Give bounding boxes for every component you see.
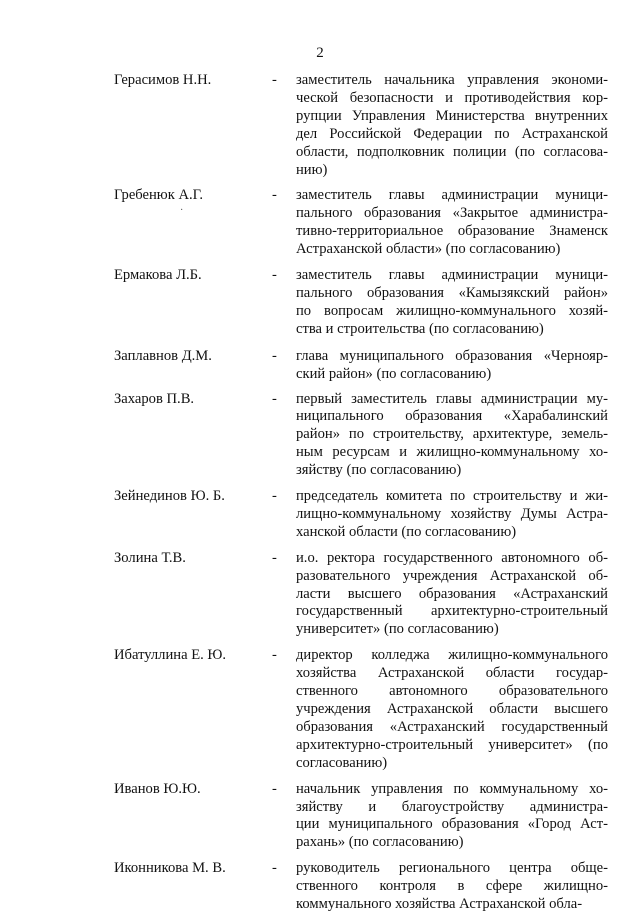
position-line: области, подполковник полиции (по согласова- xyxy=(296,143,608,160)
member-entry xyxy=(114,781,614,853)
member-name: Ибатуллина Е. Ю. xyxy=(114,647,227,664)
member-entry xyxy=(114,860,614,914)
position-line: ский район» (по согласованию) xyxy=(296,365,492,382)
position-line: разовательного учреждения Астраханской об- xyxy=(296,567,608,584)
entry-dash: - xyxy=(272,72,277,88)
member-entry xyxy=(114,187,614,259)
member-name: Захаров П.В. xyxy=(114,390,195,407)
position-line: ства и строительства (по согласованию) xyxy=(296,320,544,337)
entry-dash: - xyxy=(272,549,277,566)
position-line: рупции Управления Министерства внутренних xyxy=(296,107,608,124)
position-line: согласованию) xyxy=(296,754,388,771)
member-position xyxy=(296,860,608,914)
position-line: пального образования «Камызякский район» xyxy=(296,284,608,301)
position-line: зяйству и благоустройству администра- xyxy=(296,798,608,815)
member-list xyxy=(114,72,614,914)
position-line: директор колледжа жилищно-коммунального xyxy=(296,647,608,664)
position-line: архитектурно-строительный университет» (по xyxy=(296,736,608,753)
position-line: Астраханской области» (по согласованию) xyxy=(296,241,561,258)
position-line: университет» (по согласованию) xyxy=(296,621,499,638)
member-position xyxy=(296,488,608,542)
position-line: зяйству (по согласованию) xyxy=(296,462,462,479)
entry-dash: - xyxy=(272,390,277,407)
position-line: ции муниципального образования «Город Аст- xyxy=(296,816,608,833)
position-line: заместитель главы администрации муници- xyxy=(296,267,608,284)
member-position xyxy=(296,187,608,259)
scan-speck: · xyxy=(180,205,184,216)
position-line: ниципального образования «Харабалинский xyxy=(296,408,608,425)
member-entry xyxy=(114,391,614,481)
position-line: и.о. ректора государственного автономного об- xyxy=(296,549,608,566)
position-line: рахань» (по согласованию) xyxy=(296,834,464,851)
position-line: дел Российской Федерации по Астраханской xyxy=(296,125,608,142)
position-line: ханской области (по согласованию) xyxy=(296,523,517,540)
member-position xyxy=(296,550,608,640)
position-line: глава муниципального образования «Чернояр- xyxy=(296,347,608,364)
position-line: ственного автономного образовательного xyxy=(296,683,608,700)
position-line: район» по строительству, архитектуре, земель- xyxy=(296,426,608,443)
member-entry xyxy=(114,488,614,542)
member-entry xyxy=(114,267,614,339)
entry-dash: - xyxy=(272,860,277,877)
position-line: ласти высшего образования «Астраханский xyxy=(296,585,608,602)
position-line: заместитель начальника управления экономи- xyxy=(296,72,608,88)
page-number: 2 xyxy=(316,45,324,61)
position-line: государственный архитектурно-строительный xyxy=(296,603,608,620)
position-line: хозяйства Астраханской области государ- xyxy=(296,665,608,682)
member-position xyxy=(296,781,608,853)
member-position xyxy=(296,348,608,384)
position-line: нию) xyxy=(296,161,328,178)
member-name: Герасимов Н.Н. xyxy=(114,72,212,88)
position-line: тивно-территориальное образование Знаменск xyxy=(296,223,608,240)
member-position xyxy=(296,647,608,772)
member-name: Золина Т.В. xyxy=(114,549,186,566)
position-line: ческой безопасности и противодействия кор- xyxy=(296,89,608,106)
position-line: руководитель регионального центра обще- xyxy=(296,860,608,877)
entry-dash: - xyxy=(272,780,277,797)
entry-dash: - xyxy=(272,488,277,505)
position-line: председатель комитета по строительству и жи- xyxy=(296,488,608,505)
member-name: Зейнединов Ю. Б. xyxy=(114,488,225,505)
member-name: Иванов Ю.Ю. xyxy=(114,780,201,797)
member-name: Иконникова М. В. xyxy=(114,860,226,877)
position-line: ным ресурсам и жилищно-коммунальному хо- xyxy=(296,444,608,461)
position-line: первый заместитель главы администрации му- xyxy=(296,390,608,407)
position-line: начальник управления по коммунальному хо- xyxy=(296,780,608,797)
entry-dash: - xyxy=(272,187,277,204)
member-entry xyxy=(114,550,614,640)
position-line: учреждения Астраханской области высшего xyxy=(296,701,608,717)
member-name: Ермакова Л.Б. xyxy=(114,267,202,284)
member-position xyxy=(296,72,608,179)
member-entry xyxy=(114,647,614,772)
position-line: лищно-коммунальному хозяйству Думы Астра- xyxy=(296,505,608,522)
position-line: образования «Астраханский государственный xyxy=(296,718,608,735)
member-name: Заплавнов Д.М. xyxy=(114,347,212,364)
member-position xyxy=(296,391,608,481)
member-position xyxy=(296,267,608,339)
position-line: ственного контроля в сфере жилищно- xyxy=(296,878,608,895)
position-line: коммунального хозяйства Астраханской обла- xyxy=(296,896,583,913)
member-name: Гребенюк А.Г. xyxy=(114,187,204,204)
position-line: по вопросам жилищно-коммунального хозяй- xyxy=(296,302,608,319)
entry-dash: - xyxy=(272,647,277,664)
entry-dash: - xyxy=(272,267,277,284)
position-line: пального образования «Закрытое администра- xyxy=(296,205,608,222)
member-entry xyxy=(114,348,614,384)
position-line: заместитель главы администрации муници- xyxy=(296,187,608,204)
entry-dash: - xyxy=(272,347,277,364)
member-entry xyxy=(114,72,614,179)
